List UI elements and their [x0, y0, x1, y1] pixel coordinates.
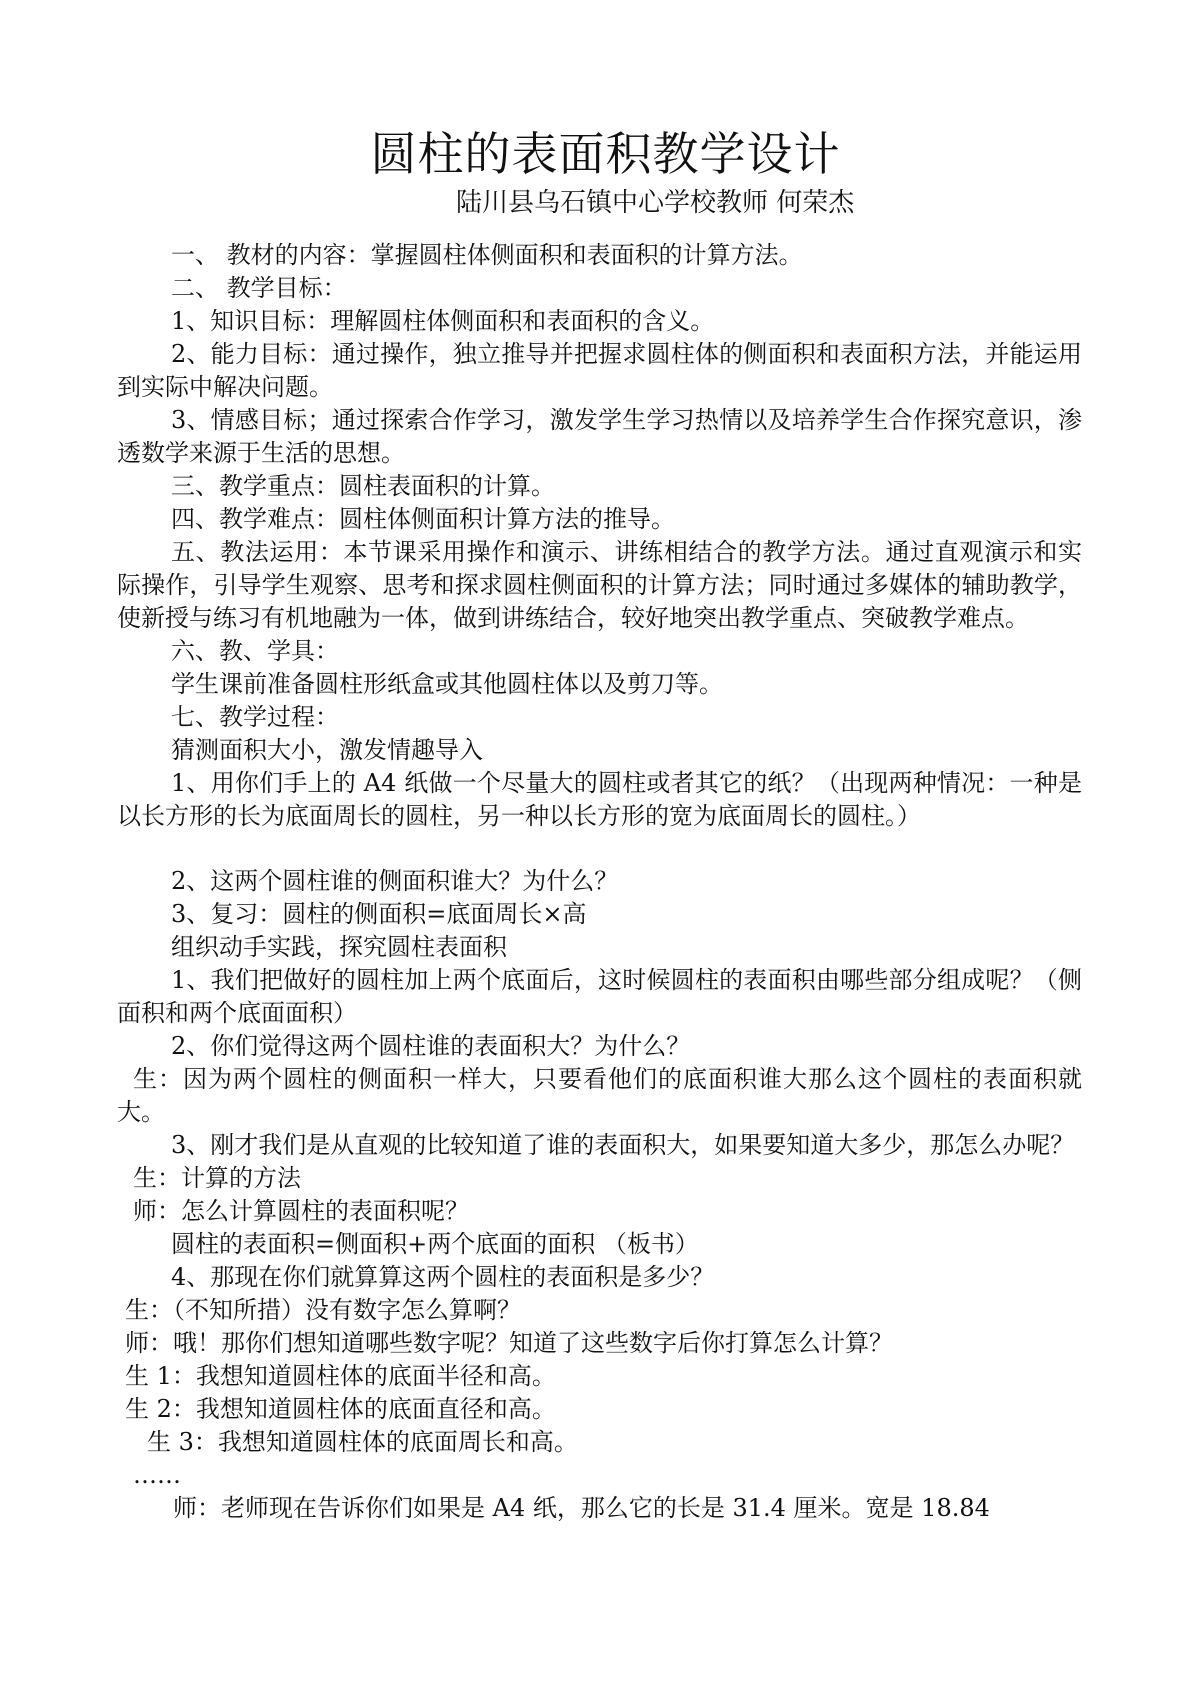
part1-question-3: 3、复习：圆柱的侧面积=底面周长×高 — [171, 900, 587, 928]
part2-heading: 组织动手实践，探究圆柱表面积 — [171, 933, 507, 961]
section-content: 一、 教材的内容：掌握圆柱体侧面积和表面积的计算方法。 — [171, 241, 803, 269]
student-answer-2: 生：计算的方法 — [133, 1164, 301, 1192]
part2-question-3: 3、刚才我们是从直观的比较知道了谁的表面积大，如果要知道大多少，那怎么办呢？ — [171, 1131, 1075, 1159]
formula-line: 圆柱的表面积=侧面积+两个底面的面积 （板书） — [171, 1230, 699, 1258]
student-3-answer: 生 3：我想知道圆柱体的底面周长和高。 — [147, 1428, 578, 1456]
section-goals-heading: 二、 教学目标： — [171, 274, 347, 302]
section-key-point: 三、教学重点：圆柱表面积的计算。 — [171, 472, 555, 500]
part1-question-1: 1、用你们手上的 A4 纸做一个尽量大的圆柱或者其它的纸？（出现两种情况：一种是以长方形的长为底面周长的圆柱，另一种以长方形的宽为底面周长的圆柱。） — [117, 769, 1082, 830]
goal-emotion: 3、情感目标；通过探索合作学习，激发学生学习热情以及培养学生合作探究意识，渗透数学来源于生活的思想。 — [117, 406, 1082, 467]
section-method: 五、教法运用：本节课采用操作和演示、讲练相结合的教学方法。通过直观演示和实际操作，引导学生观察、思考和探求圆柱侧面积的计算方法；同时通过多媒体的辅助教学，使新授与练习有机地融为一体，做到讲练结合，较好地突出教学重点、突破教学难点。 — [117, 538, 1082, 632]
ellipsis: …… — [133, 1461, 181, 1489]
goal-knowledge: 1、知识目标：理解圆柱体侧面积和表面积的含义。 — [171, 307, 715, 335]
section-tools: 学生课前准备圆柱形纸盒或其他圆柱体以及剪刀等。 — [171, 670, 723, 698]
student-answer-3: 生：（不知所措）没有数字怎么算啊？ — [125, 1296, 521, 1324]
document-body — [117, 239, 1082, 1525]
goal-ability: 2、能力目标：通过操作，独立推导并把握求圆柱体的侧面积和表面积方法，并能运用到实际中解决问题。 — [117, 340, 1082, 401]
blank-line — [117, 833, 1082, 865]
teacher-info: 师：老师现在告诉你们如果是 A4 纸，那么它的长是 31.4 厘米。宽是 18.84 — [173, 1494, 990, 1522]
teacher-question-1: 师：怎么计算圆柱的表面积呢？ — [133, 1197, 469, 1225]
student-1-answer: 生 1：我想知道圆柱体的底面半径和高。 — [125, 1362, 556, 1390]
part1-question-2: 2、这两个圆柱谁的侧面积谁大？为什么？ — [171, 867, 619, 895]
part1-heading: 猜测面积大小，激发情趣导入 — [171, 736, 483, 764]
section-process-heading: 七、教学过程： — [171, 703, 339, 731]
part2-question-1: 1、我们把做好的圆柱加上两个底面后，这时候圆柱的表面积由哪些部分组成呢？（侧面积和两个底面面积） — [117, 966, 1082, 1027]
section-tools-heading: 六、教、学具： — [171, 637, 339, 665]
document-title: 圆柱的表面积教学设计 — [370, 127, 841, 181]
part2-question-4: 4、那现在你们就算算这两个圆柱的表面积是多少？ — [171, 1263, 715, 1291]
student-2-answer: 生 2：我想知道圆柱体的底面直径和高。 — [125, 1395, 556, 1423]
teacher-question-2: 师：哦！那你们想知道哪些数字呢？知道了这些数字后你打算怎么计算？ — [125, 1329, 893, 1357]
student-answer-1: 生：因为两个圆柱的侧面积一样大，只要看他们的底面积谁大那么这个圆柱的表面积就大。 — [117, 1065, 1082, 1126]
part2-question-2: 2、你们觉得这两个圆柱谁的表面积大？为什么？ — [171, 1032, 691, 1060]
author-line: 陆川县乌石镇中心学校教师 何荣杰 — [456, 188, 855, 218]
section-difficulty: 四、教学难点：圆柱体侧面积计算方法的推导。 — [171, 505, 675, 533]
